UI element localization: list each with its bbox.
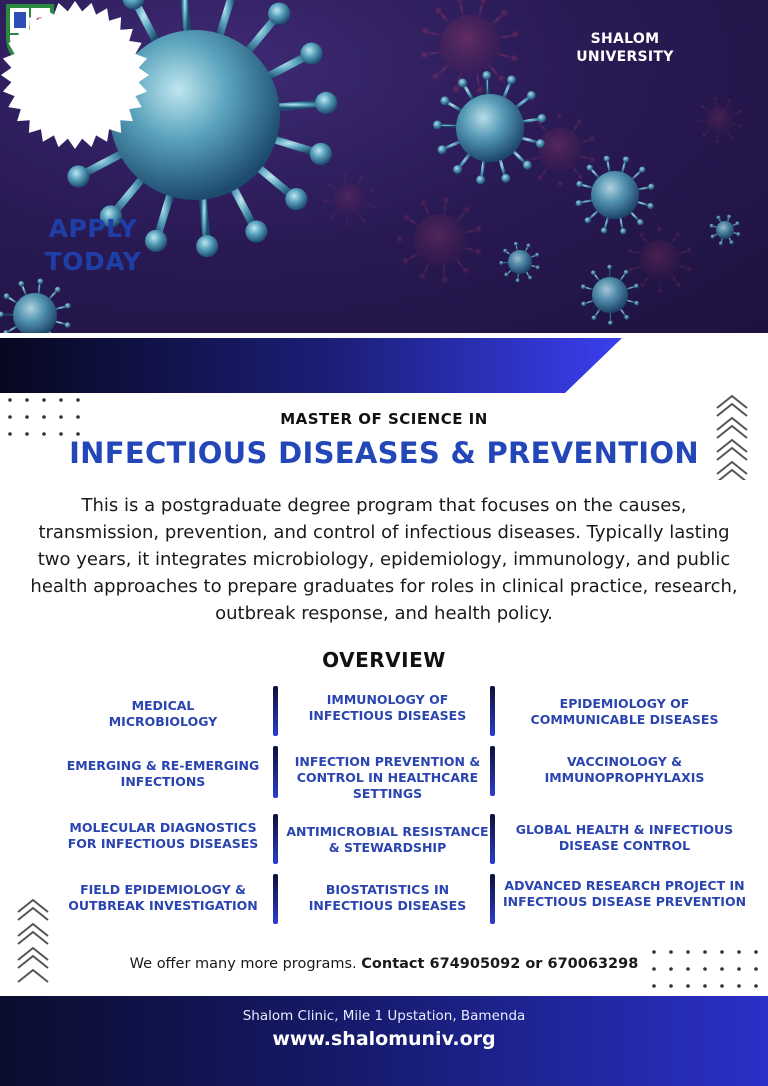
course-line: FOR INFECTIOUS DISEASES bbox=[67, 836, 259, 851]
footer-address: Shalom Clinic, Mile 1 Upstation, Bamenda bbox=[242, 1008, 526, 1024]
course-line: CONTROL IN HEALTHCARE bbox=[296, 770, 479, 785]
course-line: INFECTIOUS DISEASES bbox=[308, 898, 467, 913]
column-divider bbox=[490, 874, 495, 924]
badge-line-1: APPLY bbox=[48, 214, 138, 243]
brand-line-2: UNIVERSITY bbox=[576, 49, 674, 65]
course-line: INFECTIOUS DISEASES bbox=[308, 708, 467, 723]
badge-line-2: TODAY bbox=[44, 247, 142, 276]
course-line: ANTIMICROBIAL RESISTANCE bbox=[286, 824, 489, 839]
course-item bbox=[52, 882, 274, 914]
contact-text: We offer many more programs. bbox=[129, 956, 362, 972]
contact-line bbox=[0, 956, 768, 972]
course-line: MICROBIOLOGY bbox=[108, 714, 218, 729]
column-divider bbox=[490, 686, 495, 736]
course-item bbox=[497, 754, 752, 786]
column-divider bbox=[273, 746, 278, 798]
course-line: MOLECULAR DIAGNOSTICS bbox=[69, 820, 257, 835]
course-line: DISEASE CONTROL bbox=[558, 838, 691, 853]
course-line: GLOBAL HEALTH & INFECTIOUS bbox=[515, 822, 734, 837]
website-link[interactable]: www.shalomuniv.org bbox=[272, 1028, 496, 1050]
program-description: This is a postgraduate degree program that focuses on the causes, transmission, prevention, and control of infectious diseases. Typically lasting two years, it integrates microbiology, epidemiology, immunology, and public health approaches to prepare graduates for roles in clinical practice, research, outbreak response, and health policy. bbox=[30, 495, 738, 624]
course-line: COMMUNICABLE DISEASES bbox=[530, 712, 719, 727]
course-line: FIELD EPIDEMIOLOGY & bbox=[80, 882, 246, 897]
course-line: SETTINGS bbox=[352, 786, 423, 801]
course-item bbox=[497, 696, 752, 728]
course-item bbox=[280, 754, 495, 802]
accent-stripe bbox=[0, 338, 768, 393]
column-divider bbox=[490, 814, 495, 864]
chevron-up-icon-bottom bbox=[14, 896, 54, 990]
brand-line-1: SHALOM bbox=[590, 31, 660, 47]
course-item bbox=[52, 698, 274, 730]
course-line: ADVANCED RESEARCH PROJECT IN bbox=[504, 878, 745, 893]
course-item bbox=[280, 824, 495, 856]
course-line: INFECTIOUS DISEASE PREVENTION bbox=[502, 894, 747, 909]
program-title: INFECTIOUS DISEASES & PREVENTION bbox=[69, 436, 699, 470]
contact-phone[interactable]: Contact 674905092 or 670063298 bbox=[361, 956, 639, 972]
course-line: INFECTIONS bbox=[120, 774, 206, 789]
course-item bbox=[280, 882, 495, 914]
hero-banner bbox=[0, 0, 768, 333]
column-divider bbox=[273, 874, 278, 924]
degree-eyebrow: MASTER OF SCIENCE IN bbox=[280, 410, 488, 428]
course-line: VACCINOLOGY & bbox=[566, 754, 683, 769]
course-line: EMERGING & RE-EMERGING bbox=[66, 758, 260, 773]
column-divider bbox=[273, 814, 278, 864]
course-item bbox=[280, 692, 495, 724]
course-item bbox=[497, 822, 752, 854]
course-line: BIOSTATISTICS IN bbox=[325, 882, 450, 897]
course-line: IMMUNOLOGY OF bbox=[326, 692, 449, 707]
apply-today-label[interactable] bbox=[18, 212, 168, 278]
course-line: IMMUNOPROPHYLAXIS bbox=[544, 770, 705, 785]
column-divider bbox=[273, 686, 278, 736]
course-line: MEDICAL bbox=[131, 698, 195, 713]
apply-today-badge[interactable] bbox=[0, 0, 150, 150]
university-name bbox=[570, 30, 680, 66]
course-line: OUTBREAK INVESTIGATION bbox=[68, 898, 258, 913]
overview-heading: OVERVIEW bbox=[322, 648, 446, 672]
column-divider bbox=[490, 746, 495, 796]
course-line: EPIDEMIOLOGY OF bbox=[559, 696, 690, 711]
course-line: & STEWARDSHIP bbox=[328, 840, 447, 855]
course-item bbox=[52, 820, 274, 852]
course-line: INFECTION PREVENTION & bbox=[294, 754, 481, 769]
course-item bbox=[497, 878, 752, 910]
course-item bbox=[52, 758, 274, 790]
